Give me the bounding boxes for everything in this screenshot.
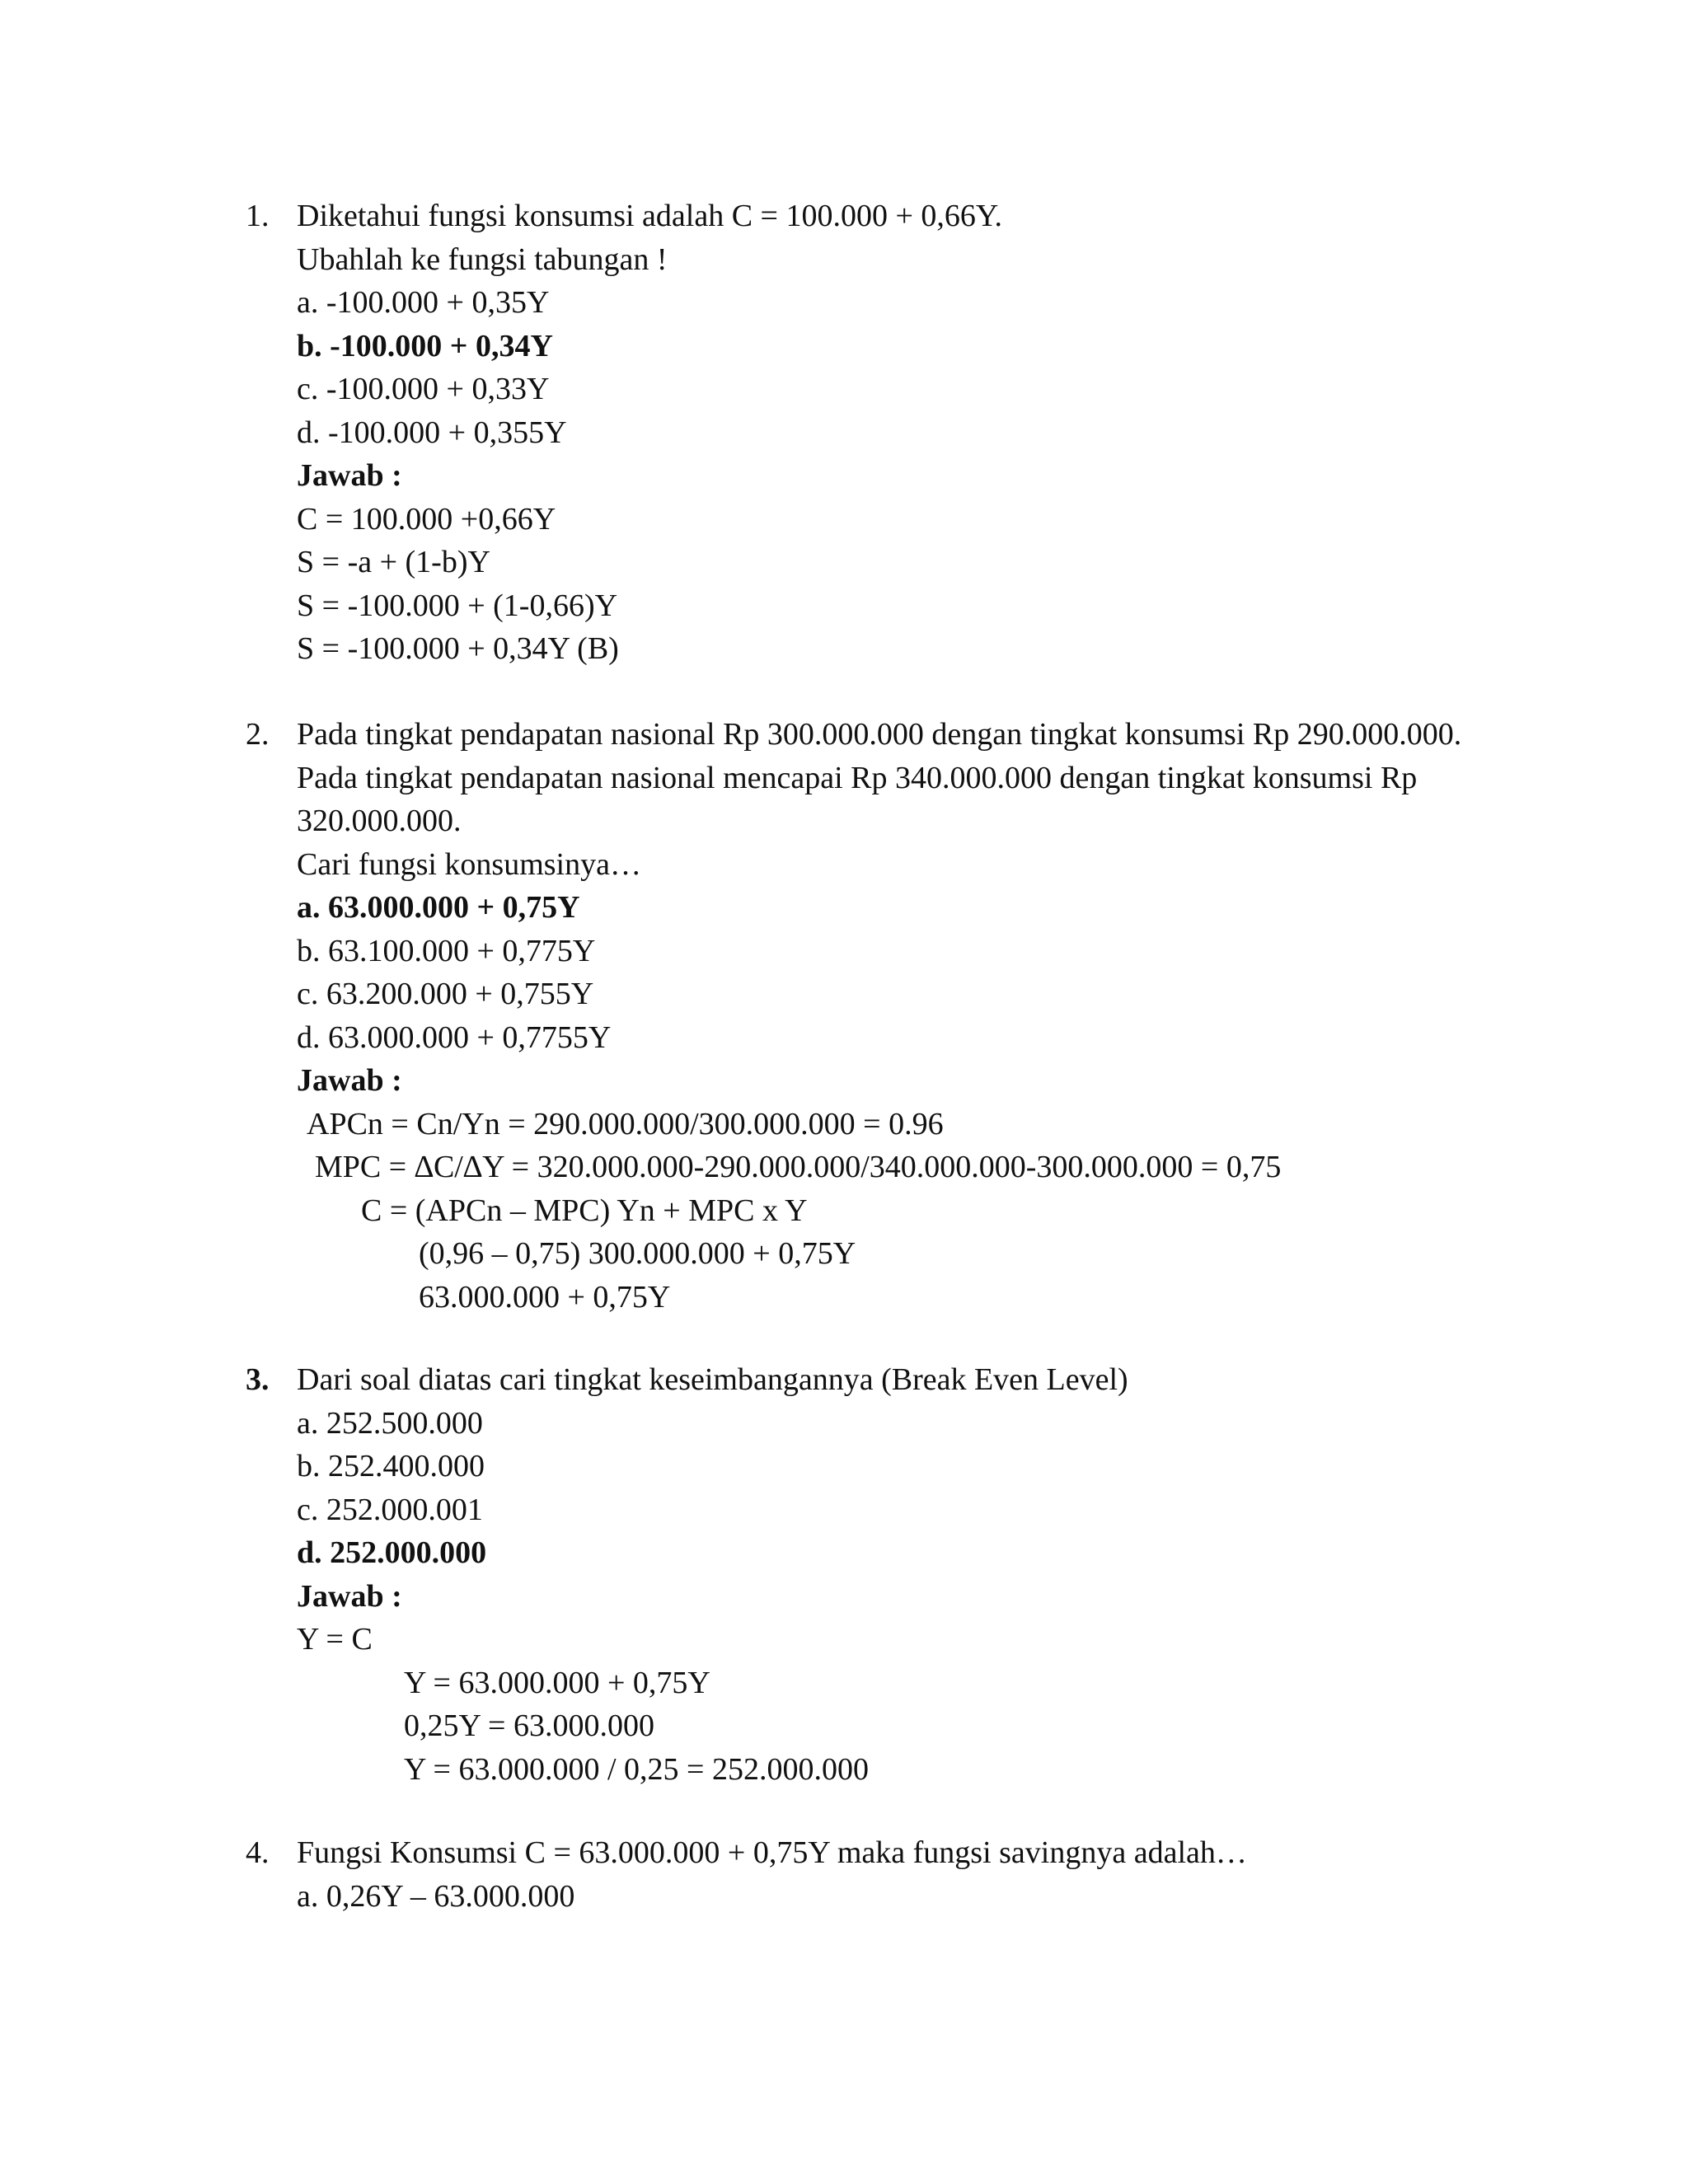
question-text: Diketahui fungsi konsumsi adalah C = 100.000 + 0,66Y. [297,199,1002,233]
option-a: a. -100.000 + 0,35Y [297,285,550,320]
work-line: MPC = ∆C/∆Y = 320.000.000-290.000.000/340.000.000-300.000.000 = 0,75 [315,1150,1282,1184]
option-a: a. 0,26Y – 63.000.000 [297,1878,575,1914]
question-text: Ubahlah ke fungsi tabungan ! [297,241,668,277]
option-d: d. 63.000.000 + 0,7755Y [297,1019,612,1055]
option-a-correct: a. 63.000.000 + 0,75Y [297,890,580,925]
work-line: Y = 63.000.000 + 0,75Y [404,1665,710,1700]
question-text: Fungsi Konsumsi C = 63.000.000 + 0,75Y maka fungsi savingnya adalah… [297,1835,1247,1870]
question-number: 3. [246,1362,270,1397]
work-line: APCn = Cn/Yn = 290.000.000/300.000.000 = 0.96 [307,1106,944,1141]
option-c: c. 63.200.000 + 0,755Y [297,977,594,1011]
option-c: c. 252.000.001 [297,1492,483,1527]
question-body [297,713,1498,1319]
question-number: 1. [246,199,270,233]
question-4 [246,1831,1498,1918]
work-line: Y = C [297,1622,373,1657]
question-body [297,1358,1498,1791]
question-text: Pada tingkat pendapatan nasional Rp 300.000.000 dengan tingkat konsumsi Rp 290.000.000. Pada tingkat pendapatan nasional mencapai Rp 340.000.000 dengan tingkat konsumsi Rp 320.000.000. [297,717,1462,838]
answer-label: Jawab : [297,458,402,493]
answer-label: Jawab : [297,1063,402,1098]
work-line: C = 100.000 +0,66Y [297,501,556,537]
question-body [297,194,1498,671]
question-body [297,1831,1498,1918]
option-d-correct: d. 252.000.000 [297,1535,487,1570]
question-prompt: Cari fungsi konsumsinya… [297,846,641,882]
work-line: S = -100.000 + 0,34Y (B) [297,631,619,666]
work-line: Y = 63.000.000 / 0,25 = 252.000.000 [404,1751,869,1787]
question-number: 4. [246,1835,270,1870]
question-2 [246,713,1498,1319]
question-number: 2. [246,717,270,752]
work-line: (0,96 – 0,75) 300.000.000 + 0,75Y [419,1236,856,1271]
work-line: C = (APCn – MPC) Yn + MPC x Y [361,1193,808,1228]
option-b: b. 252.400.000 [297,1449,485,1483]
work-line: 0,25Y = 63.000.000 [404,1708,654,1743]
work-line: S = -100.000 + (1-0,66)Y [297,588,618,623]
question-text: Dari soal diatas cari tingkat keseimbangannya (Break Even Level) [297,1362,1128,1397]
answer-label: Jawab : [297,1578,402,1614]
question-3 [246,1358,1498,1791]
option-b-correct: b. -100.000 + 0,34Y [297,328,553,363]
option-d: d. -100.000 + 0,355Y [297,415,567,450]
option-c: c. -100.000 + 0,33Y [297,372,550,406]
work-line: 63.000.000 + 0,75Y [419,1279,671,1315]
work-line: S = -a + (1-b)Y [297,545,490,579]
option-a: a. 252.500.000 [297,1405,483,1441]
question-1 [246,194,1498,671]
option-b: b. 63.100.000 + 0,775Y [297,933,596,968]
